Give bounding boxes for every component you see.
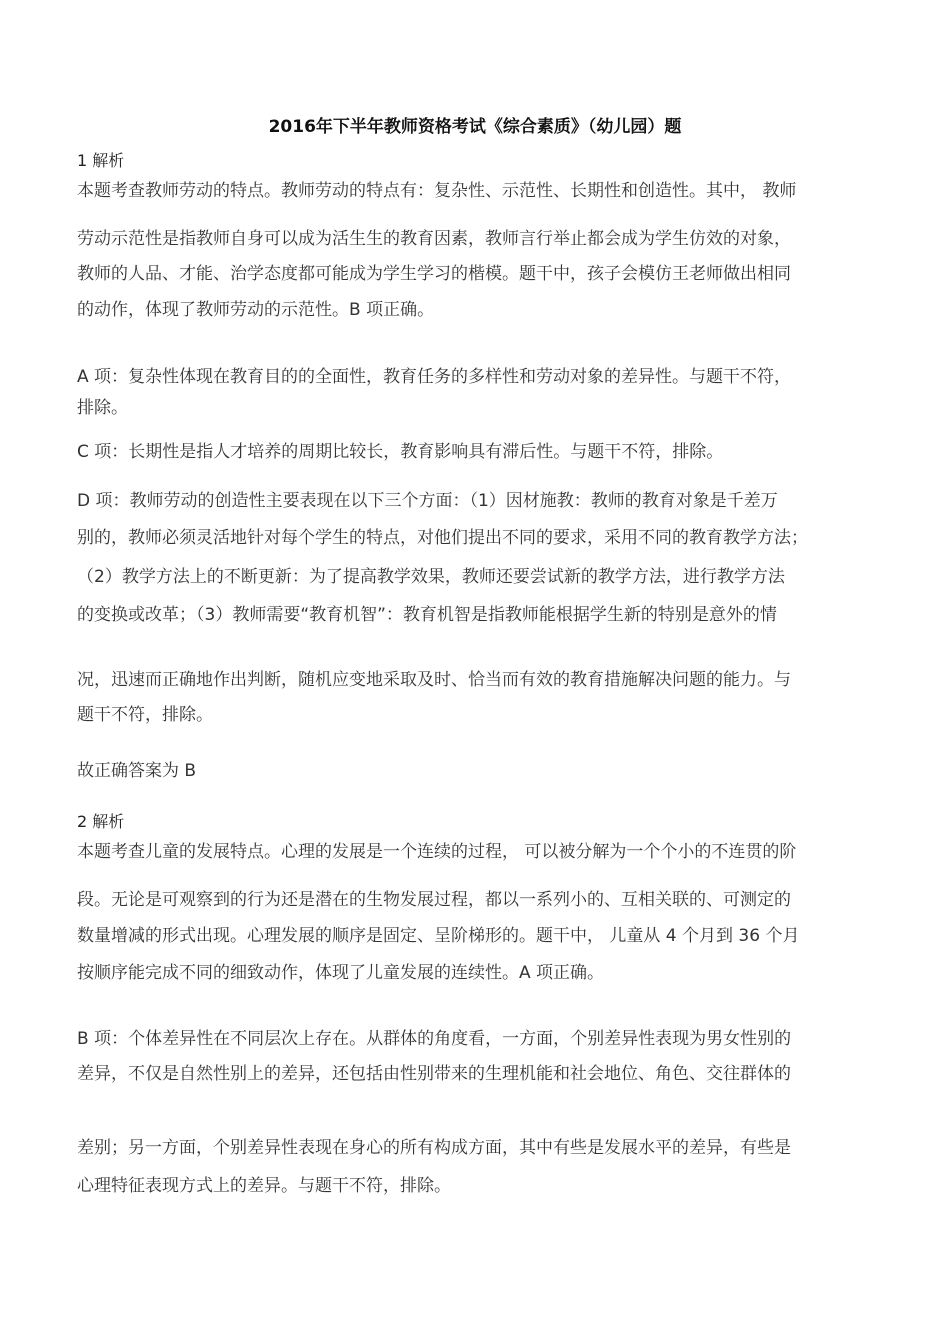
paragraph-line: 题干不符，排除。 xyxy=(77,705,213,725)
document-title: 2016年下半年教师资格考试《综合素质》（幼儿园）题 xyxy=(268,117,682,137)
paragraph-line: A 项：复杂性体现在教育目的的全面性，教育任务的多样性和劳动对象的差异性。与题干不符， xyxy=(77,367,792,387)
section-2-heading: 2 解析 xyxy=(77,812,125,831)
paragraph-line: 的变换或改革；（3）教师需要“教育机智”：教育机智是指教师能根据学生新的特别是意外的情 xyxy=(77,605,777,625)
paragraph-line: （2）教学方法上的不断更新：为了提高教学效果，教师还要尝试新的教学方法，进行教学方法 xyxy=(77,567,785,587)
paragraph-line: 心理特征表现方式上的差异。与题干不符，排除。 xyxy=(77,1176,451,1196)
section-1-heading: 1 解析 xyxy=(77,151,125,170)
paragraph-line: 段。无论是可观察到的行为还是潜在的生物发展过程，都以一系列小的、互相关联的、可测定的 xyxy=(77,890,791,910)
answer-line: 故正确答案为 B xyxy=(77,761,197,781)
paragraph-line: 本题考查儿童的发展特点。心理的发展是一个连续的过程， 可以被分解为一个个小的不连贯的阶 xyxy=(77,842,797,862)
paragraph-line: 况，迅速而正确地作出判断，随机应变地采取及时、恰当而有效的教育措施解决问题的能力。与 xyxy=(77,670,791,690)
paragraph-line: B 项：个体差异性在不同层次上存在。从群体的角度看，一方面，个别差异性表现为男女性别的 xyxy=(77,1029,792,1049)
paragraph-line: 排除。 xyxy=(77,398,128,418)
paragraph-line: 数量增减的形式出现。心理发展的顺序是固定、呈阶梯形的。题干中， 儿童从 4 个月到 36 个月 xyxy=(77,926,800,946)
paragraph-line: 劳动示范性是指教师自身可以成为活生生的教育因素，教师言行举止都会成为学生仿效的对象， xyxy=(77,229,791,249)
paragraph-line: 的动作，体现了教师劳动的示范性。B 项正确。 xyxy=(77,300,435,320)
paragraph-line: 按顺序能完成不同的细致动作，体现了儿童发展的连续性。A 项正确。 xyxy=(77,963,605,983)
paragraph-line: 别的，教师必须灵活地针对每个学生的特点，对他们提出不同的要求，采用不同的教育教学方法； xyxy=(77,528,808,548)
paragraph-line: 差别；另一方面，个别差异性表现在身心的所有构成方面，其中有些是发展水平的差异，有些是 xyxy=(77,1138,791,1158)
paragraph-line: C 项：长期性是指人才培养的周期比较长，教育影响具有滞后性。与题干不符，排除。 xyxy=(77,442,724,462)
paragraph-line: 教师的人品、才能、治学态度都可能成为学生学习的楷模。题干中，孩子会模仿王老师做出相同 xyxy=(77,264,791,284)
paragraph-line: D 项：教师劳动的创造性主要表现在以下三个方面：（1）因材施教：教师的教育对象是千差万 xyxy=(77,491,778,511)
paragraph-line: 差异，不仅是自然性别上的差异，还包括由性别带来的生理机能和社会地位、角色、交往群体的 xyxy=(77,1064,791,1084)
paragraph-line: 本题考查教师劳动的特点。教师劳动的特点有：复杂性、示范性、长期性和创造性。其中， 教师 xyxy=(77,181,797,201)
